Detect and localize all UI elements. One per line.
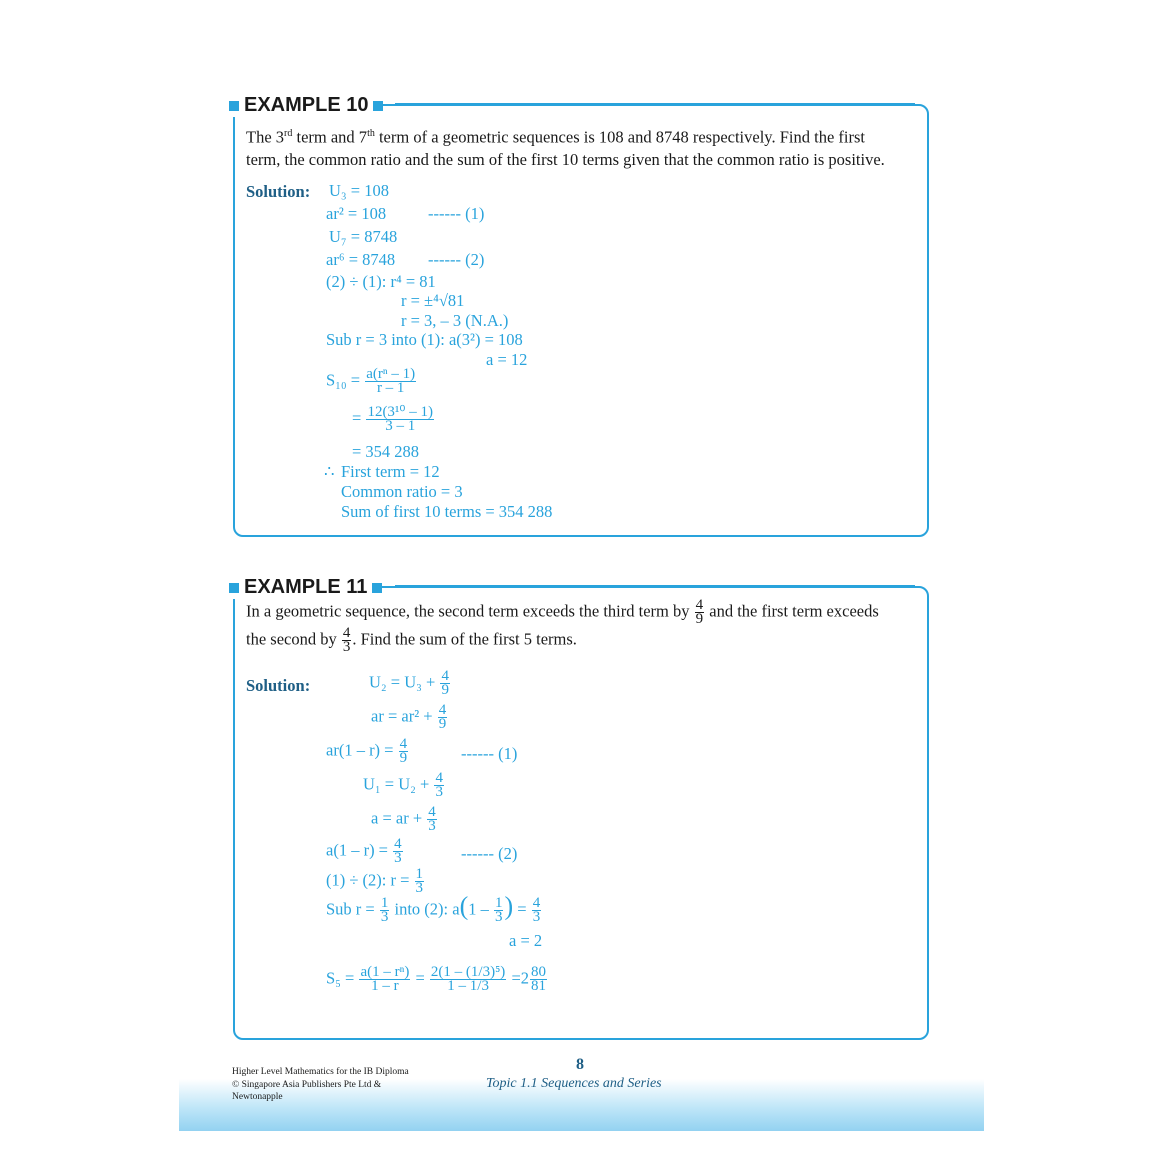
numerator: 80 <box>531 964 546 980</box>
math-line: ar² = 108 <box>326 204 387 223</box>
denominator: 3 – 1 <box>385 418 416 434</box>
q-text: term of a geometric sequences is 108 and 8748 respectively. Find the first <box>374 127 865 147</box>
math-line <box>326 838 404 865</box>
math-text: ar(1 – r) = <box>326 740 394 760</box>
square-icon <box>372 583 382 593</box>
math-line: a = 12 <box>486 350 528 369</box>
denominator: 9 <box>695 611 704 627</box>
therefore-symbol: ∴ <box>324 462 335 481</box>
numerator: 12(3¹⁰ – 1) <box>367 404 433 420</box>
question-line-1 <box>246 123 926 149</box>
math-text: (1) ÷ (2): r = <box>326 870 410 890</box>
conclusion-line: First term = 12 <box>341 462 440 481</box>
math-text: U₂ = U₃ + <box>369 672 436 692</box>
numerator: a(1 – rⁿ) <box>360 964 410 980</box>
math-text: U₁ = U₂ + <box>363 774 430 794</box>
numerator: 4 <box>438 702 447 718</box>
denominator: 3 <box>380 909 389 925</box>
copyright: © Singapore Asia Publishers Pte Ltd & <box>232 1079 382 1090</box>
equation-tag: ------ (2) <box>428 250 485 269</box>
math-line: r = ±⁴√81 <box>401 291 465 310</box>
sum-substitution <box>352 406 435 433</box>
q-sup: th <box>367 128 375 139</box>
example-10-header <box>229 94 383 117</box>
book-credit <box>232 1066 409 1104</box>
fraction <box>342 627 352 654</box>
fraction <box>438 704 448 731</box>
q-text: and the first term exceeds <box>709 601 879 621</box>
numerator: 4 <box>342 625 351 641</box>
math-text: Sub r = <box>326 899 375 919</box>
q-text: In a geometric sequence, the second term exceeds the third term by <box>246 601 690 621</box>
math-text: into (2): a <box>394 899 460 919</box>
numerator: 1 <box>494 895 503 911</box>
sum-label: S₅ = <box>326 968 355 988</box>
denominator: 3 <box>435 784 443 800</box>
book-title: Higher Level Mathematics for the IB Diploma <box>232 1067 409 1077</box>
denominator: 9 <box>438 716 447 732</box>
fraction <box>399 738 409 765</box>
denominator: 9 <box>399 750 408 766</box>
fraction <box>434 772 444 799</box>
page-number: 8 <box>576 1056 584 1073</box>
topic-label: Topic 1.1 Sequences and Series <box>486 1076 662 1091</box>
fraction <box>530 966 547 993</box>
numerator: 1 <box>415 866 424 882</box>
fraction <box>393 838 403 865</box>
math-line <box>371 806 438 833</box>
sum-label: S₁₀ = <box>326 370 361 390</box>
math-line: ar⁶ = 8748 <box>326 250 396 269</box>
fraction <box>494 897 504 924</box>
example-10-question <box>246 123 926 171</box>
numerator: 4 <box>399 736 408 752</box>
math-text: a = ar + <box>371 808 423 828</box>
fraction <box>695 599 705 626</box>
publisher: Newtonapple <box>232 1092 283 1102</box>
sum-result: = 354 288 <box>352 442 420 461</box>
numerator: 4 <box>435 770 443 786</box>
numerator: 4 <box>695 597 704 613</box>
fraction <box>366 406 434 433</box>
solution-label: Solution: <box>246 182 311 201</box>
numerator: 4 <box>394 836 402 852</box>
example-10-head-line <box>395 103 915 105</box>
fraction <box>532 897 542 924</box>
math-line: r = 3, – 3 (N.A.) <box>401 311 509 330</box>
example-11-question-line-1 <box>246 599 879 626</box>
denominator: 1 – 1/3 <box>447 978 489 994</box>
denominator: 3 <box>532 909 541 925</box>
numerator: 1 <box>380 895 389 911</box>
question-line-2: term, the common ratio and the sum of the first 10 terms given that the common ratio is positive. <box>246 149 885 169</box>
math-text: 1 – <box>468 899 489 919</box>
math-text: a(1 – r) = <box>326 840 388 860</box>
square-icon <box>229 583 239 593</box>
denominator: r – 1 <box>376 380 405 396</box>
math-text: = <box>517 899 527 919</box>
math-line <box>363 772 445 799</box>
square-icon <box>373 101 383 111</box>
conclusion-line: Sum of first 10 terms = 354 288 <box>341 502 553 521</box>
fraction <box>380 897 390 924</box>
equation-tag: ------ (2) <box>461 844 518 863</box>
paren-open: ( <box>459 891 469 921</box>
math-line: a = 2 <box>509 931 543 950</box>
numerator: a(rⁿ – 1) <box>366 366 416 382</box>
equals-sign: = <box>352 408 362 428</box>
math-line: U₇ = 8748 <box>329 227 398 246</box>
denominator: 3 <box>394 850 402 866</box>
math-line: (2) ÷ (1): r⁴ = 81 <box>326 272 436 291</box>
solution-label: Solution: <box>246 676 311 695</box>
numerator: 4 <box>532 895 541 911</box>
denominator: 9 <box>441 682 449 698</box>
square-icon <box>229 101 239 111</box>
math-line: U₃ = 108 <box>329 181 389 200</box>
denominator: 3 <box>428 818 436 834</box>
example-10-title: EXAMPLE 10 <box>244 94 369 116</box>
numerator: 2(1 – (1/3)⁵) <box>430 964 506 980</box>
q-text: . Find the sum of the first 5 terms. <box>352 629 577 649</box>
fraction <box>440 670 450 697</box>
denominator: 81 <box>531 978 546 994</box>
fraction <box>430 966 506 993</box>
math-line <box>369 670 451 697</box>
sum-formula <box>326 966 548 993</box>
q-sup: rd <box>284 128 293 139</box>
q-text: term and 7 <box>292 127 368 147</box>
example-11-head-line <box>395 585 915 587</box>
denominator: 3 <box>342 639 351 655</box>
math-line <box>326 738 409 765</box>
q-text: the second by <box>246 629 337 649</box>
equation-tag: ------ (1) <box>428 204 485 223</box>
math-line: Sub r = 3 into (1): a(3²) = 108 <box>326 330 523 349</box>
example-11-header <box>229 576 382 599</box>
math-line <box>371 704 448 731</box>
numerator: 4 <box>441 668 449 684</box>
sum-formula <box>326 368 417 395</box>
equation-tag: ------ (1) <box>461 744 518 763</box>
fraction <box>359 966 410 993</box>
paren-close: ) <box>504 891 514 921</box>
math-line <box>326 891 542 925</box>
mixed-whole: 2 <box>520 968 529 988</box>
fraction <box>365 368 416 395</box>
denominator: 3 <box>415 880 424 896</box>
denominator: 3 <box>494 909 503 925</box>
equals-sign: = <box>415 968 425 988</box>
math-line <box>326 868 425 895</box>
example-11-title: EXAMPLE 11 <box>244 576 368 598</box>
denominator: 1 – r <box>371 978 399 994</box>
fraction <box>415 868 425 895</box>
math-text: ar = ar² + <box>371 706 433 726</box>
numerator: 4 <box>428 804 436 820</box>
q-text: The 3 <box>246 127 285 147</box>
example-11-question-line-2 <box>246 627 577 654</box>
equals-sign: = <box>511 968 521 988</box>
conclusion-line: Common ratio = 3 <box>341 482 463 501</box>
fraction <box>427 806 437 833</box>
